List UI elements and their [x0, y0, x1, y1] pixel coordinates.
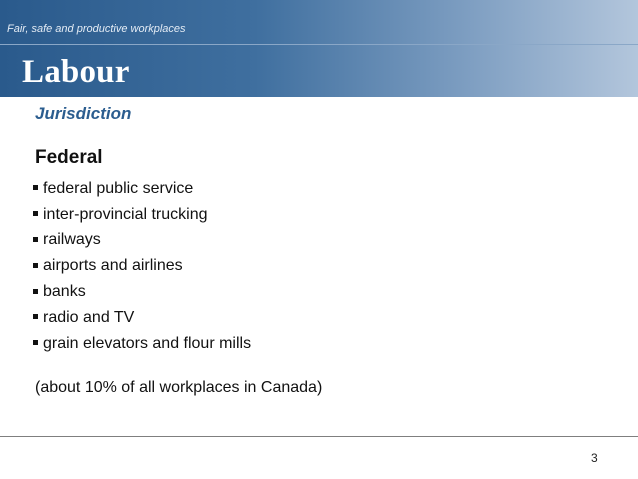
square-bullet-icon — [33, 211, 38, 216]
bullet-item — [33, 202, 251, 228]
bullet-text: inter-provincial trucking — [43, 205, 208, 223]
square-bullet-icon — [33, 289, 38, 294]
bullet-item — [33, 176, 251, 202]
bullet-text: grain elevators and flour mills — [43, 334, 252, 352]
square-bullet-icon — [33, 263, 38, 268]
bullet-text: railways — [43, 231, 101, 249]
bullet-text: federal public service — [43, 179, 194, 197]
tagline: Fair, safe and productive workplaces — [7, 23, 186, 35]
bullet-list — [33, 176, 251, 357]
square-bullet-icon — [33, 185, 38, 190]
bullet-text: airports and airlines — [43, 257, 183, 275]
bullet-item — [33, 228, 251, 254]
square-bullet-icon — [33, 237, 38, 242]
bullet-text: banks — [43, 283, 86, 301]
header-divider — [0, 44, 638, 45]
bullet-item — [33, 305, 251, 331]
bullet-item — [33, 279, 251, 305]
note: (about 10% of all workplaces in Canada) — [35, 379, 323, 396]
subheading: Jurisdiction — [35, 104, 132, 123]
square-bullet-icon — [33, 340, 38, 345]
page-number: 3 — [591, 451, 598, 465]
slide-title: Labour — [22, 54, 130, 90]
bullet-item — [33, 331, 251, 357]
header-banner — [0, 0, 638, 97]
bullet-item — [33, 253, 251, 279]
square-bullet-icon — [33, 314, 38, 319]
footer-divider — [0, 436, 638, 437]
bullet-text: radio and TV — [43, 308, 135, 326]
section-title: Federal — [35, 147, 103, 168]
